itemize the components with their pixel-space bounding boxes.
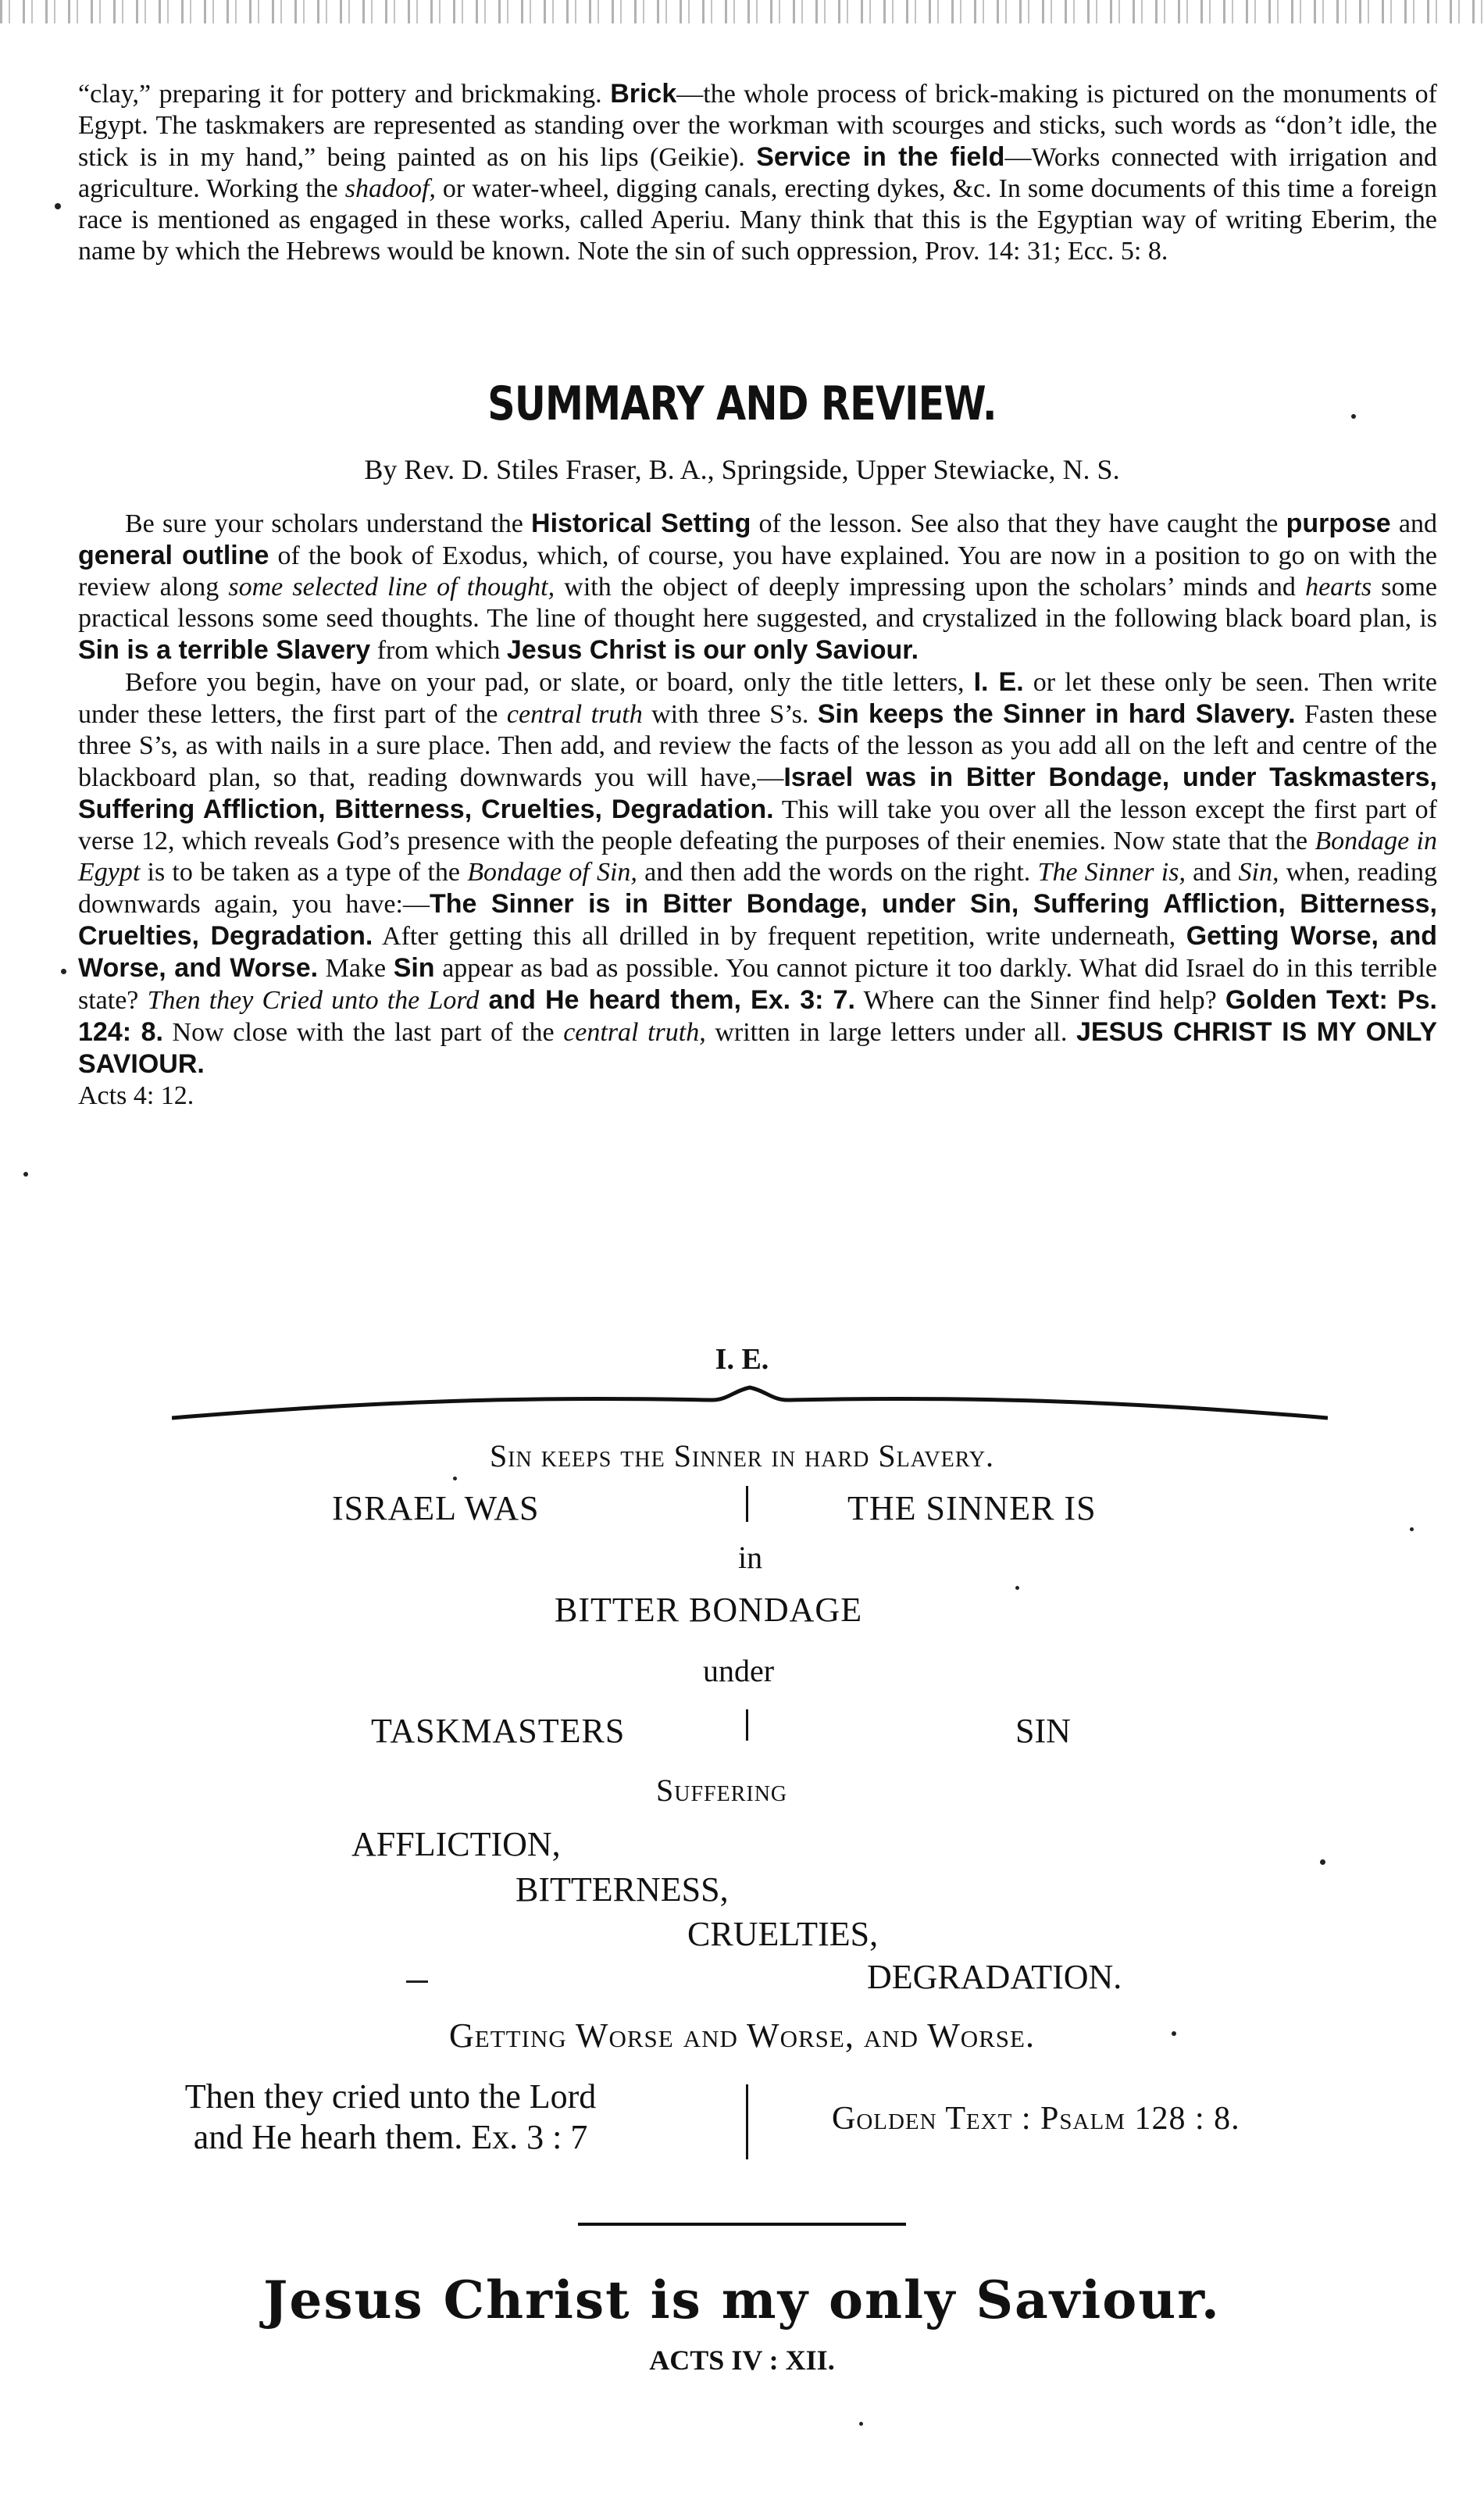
intro-heading-service: Service in the field — [756, 142, 1005, 172]
p2-bold-sin-word: Sin — [393, 953, 435, 983]
p2-text-s: After getting this all drilled in by frequent repetition, write underneath, — [373, 922, 1186, 951]
plan-divider-3 — [746, 2084, 748, 2159]
p2-text-dd: written in large letters under all. — [705, 1018, 1076, 1047]
p2-text-i: This will take you over all the lesson except the first part of verse 12, which reveals God’s presence with the people defeating the purposes of their enemies. Now state that the — [78, 795, 1437, 855]
plan-israel-was: ISRAEL WAS — [332, 1489, 540, 1527]
small-dash — [406, 1980, 428, 1983]
plan-cruelties: CRUELTIES, — [687, 1915, 879, 1953]
plan-getting-worse: Getting Worse and Worse, and Worse. — [449, 2016, 1035, 2055]
scan-speck — [23, 1172, 28, 1177]
plan-cried-line-2: and He hearh them. Ex. 3 : 7 — [193, 2118, 588, 2156]
p2-text-o: and — [1185, 858, 1239, 887]
p1-bold-sin-slavery: Sin is a terrible Slavery — [78, 635, 371, 665]
scan-speck — [61, 969, 66, 974]
scan-speck — [1015, 1586, 1019, 1590]
summary-body — [78, 508, 1437, 1112]
p1-bold-purpose: purpose — [1286, 509, 1391, 538]
p2-text-z: Where can the Sinner find help? — [854, 986, 1225, 1015]
p1-bold-general-outline: general outline — [78, 541, 269, 570]
scan-speck — [859, 2422, 863, 2426]
plan-golden-text: Golden Text : Psalm 128 : 8. — [832, 2101, 1240, 2137]
plan-in: in — [738, 1540, 763, 1575]
plan-cried-line-1: Then they cried unto the Lord — [184, 2077, 597, 2116]
p2-bold-israel-was: Israel was in Bitter Bondage, under Taskmasters, Suffering Affliction, Bitterness, Cruelties, Degradation. — [78, 762, 1437, 824]
scan-speck — [1320, 1859, 1325, 1865]
p2-bold-golden-text: Golden Text: Ps. 124: 8. — [78, 985, 1437, 1047]
scan-edge-noise — [0, 0, 1484, 23]
p1-italic-hearts: hearts — [1305, 573, 1372, 602]
scan-speck — [1172, 2031, 1176, 2036]
p2-bold-sin-keeps: Sin keeps the Sinner in hard Slavery. — [817, 699, 1296, 729]
p1-text-e: and — [1390, 509, 1438, 538]
acts-reference: Acts 4: 12. — [78, 1081, 194, 1110]
intro-italic-shadoof: shadoof, — [344, 174, 436, 203]
p2-text-u: Make — [318, 954, 394, 983]
p2-italic-cried: Then they Cried unto the Lord — [147, 986, 480, 1015]
plan-divider-2 — [746, 1709, 748, 1741]
summary-paragraph-1 — [78, 508, 1437, 666]
p1-text-k: some practical lessons some seed thoughts. The line of thought here suggested, and crystalized in the following black board plan, is — [78, 573, 1437, 633]
p2-text-m: and then add the words on the right. — [637, 858, 1038, 887]
author-byline: By Rev. D. Stiles Fraser, B. A., Springside, Upper Stewiacke, N. S. — [364, 454, 1120, 485]
intro-text-4: or water-wheel, digging canals, erecting dykes, &c. In some documents of this time a foreign race is mentioned as engaged in these works, called Aperiu. Many think that this is the Egyptian way of writing Eberim, the name by which the Hebrews would be known. Note the sin of such oppression, Prov. 14: 31; Ecc. 5: 8. — [78, 174, 1437, 266]
scan-speck — [55, 203, 61, 209]
scan-speck — [1410, 1527, 1414, 1531]
p2-text-a: Before you begin, have on your pad, or slate, or board, only the title letters, — [125, 668, 974, 697]
intro-text-1: “clay,” preparing it for pottery and brickmaking. — [78, 80, 611, 109]
plan-sin: SIN — [1015, 1712, 1071, 1750]
p2-bold-ie: I. E. — [973, 667, 1024, 697]
p2-text-e: with three S’s. — [642, 700, 818, 729]
p2-text-c: or let these only be seen. Then write under these letters, the first part of the — [78, 668, 1437, 729]
p2-text-g: Fasten these three S’s, as with nails in a sure place. Then add, and review the facts of the lesson as you add all on the left and centre of the blackboard plan, so that, reading downwards you will have,— — [78, 700, 1438, 792]
p2-text-q: when, reading downwards again, you have:— — [78, 858, 1437, 919]
closing-rule — [578, 2223, 906, 2226]
plan-suffering: Suffering — [656, 1773, 788, 1808]
p1-text-m: from which — [370, 636, 507, 665]
plan-taskmasters: TASKMASTERS — [371, 1712, 626, 1750]
p2-italic-central-truth: central truth — [506, 700, 643, 729]
p2-bold-getting-worse: Getting Worse, and Worse, and Worse. — [78, 921, 1437, 983]
p2-italic-sinner-is: The Sinner is, — [1037, 858, 1186, 887]
intro-text-2: —the whole process of brick-making is pictured on the monuments of Egypt. The taskmakers are represented as standing over the workman with scourges and sticks, such words as “don’t idle, the stick is in my hand,” being painted as on his lips (Geikie). — [78, 80, 1437, 172]
p2-text-k: is to be taken as a type of the — [140, 858, 468, 887]
intro-paragraph — [78, 78, 1437, 267]
p1-bold-jesus-saviour: Jesus Christ is our only Saviour. — [506, 635, 919, 665]
intro-text-3: —Works connected with irrigation and agriculture. Working the — [78, 143, 1437, 203]
p2-italic-central-truth-2: central truth, — [563, 1018, 706, 1047]
plan-keeps-line: Sin keeps the Sinner in hard Slavery. — [489, 1438, 995, 1473]
closing-motto: Jesus Christ is my only Saviour. — [263, 2270, 1221, 2330]
plan-bitterness: BITTERNESS, — [515, 1870, 729, 1909]
p2-text-bb: Now close with the last part of the — [162, 1018, 564, 1047]
plan-sinner-is: THE SINNER IS — [847, 1489, 1097, 1527]
p2-bold-he-heard: and He heard them, Ex. 3: 7. — [479, 985, 855, 1015]
scan-speck — [453, 1477, 457, 1480]
summary-paragraph-2 — [78, 666, 1437, 1080]
closing-reference: ACTS IV : XII. — [649, 2345, 835, 2376]
p1-italic-line-of-thought: some selected line of thought, — [228, 573, 555, 602]
plan-divider-1 — [746, 1486, 748, 1522]
p2-bold-sinner-in-bondage: The Sinner is in Bitter Bondage, under Sin, Suffering Affliction, Bitterness, Cruelties, Degradation. — [78, 889, 1437, 951]
plan-title: I. E. — [715, 1343, 769, 1376]
p1-text-g: of the book of Exodus, which, of course, you have explained. You are now in a position to go on with the review along — [78, 541, 1437, 602]
plan-degradation: DEGRADATION. — [867, 1958, 1122, 1996]
p2-italic-bondage-sin: Bondage of Sin, — [467, 858, 637, 887]
p2-text-w: appear as bad as possible. You cannot picture it too darkly. What did Israel do in this terrible state? — [78, 954, 1437, 1015]
p2-bold-jesus-christ: JESUS CHRIST IS MY ONLY SAVIOUR. — [78, 1017, 1438, 1079]
scan-speck — [1351, 414, 1356, 419]
p2-italic-bondage-egypt: Bondage in Egypt — [78, 827, 1437, 887]
p1-text-a: Be sure your scholars understand the — [125, 509, 532, 538]
section-title: SUMMARY AND REVIEW. — [487, 377, 997, 431]
intro-heading-brick: Brick — [610, 79, 677, 109]
plan-cried-block — [78, 2077, 703, 2158]
plan-affliction: AFFLICTION, — [351, 1825, 561, 1863]
plan-bitter-bondage: BITTER BONDAGE — [555, 1591, 863, 1629]
ornamental-rule — [172, 1383, 1328, 1430]
p1-text-c: of the lesson. See also that they have caught the — [751, 509, 1286, 538]
p1-bold-historical-setting: Historical Setting — [531, 509, 751, 538]
p1-text-i: with the object of deeply impressing upon the scholars’ minds and — [555, 573, 1306, 602]
p2-italic-sin: Sin, — [1238, 858, 1279, 887]
plan-under: under — [703, 1653, 775, 1688]
